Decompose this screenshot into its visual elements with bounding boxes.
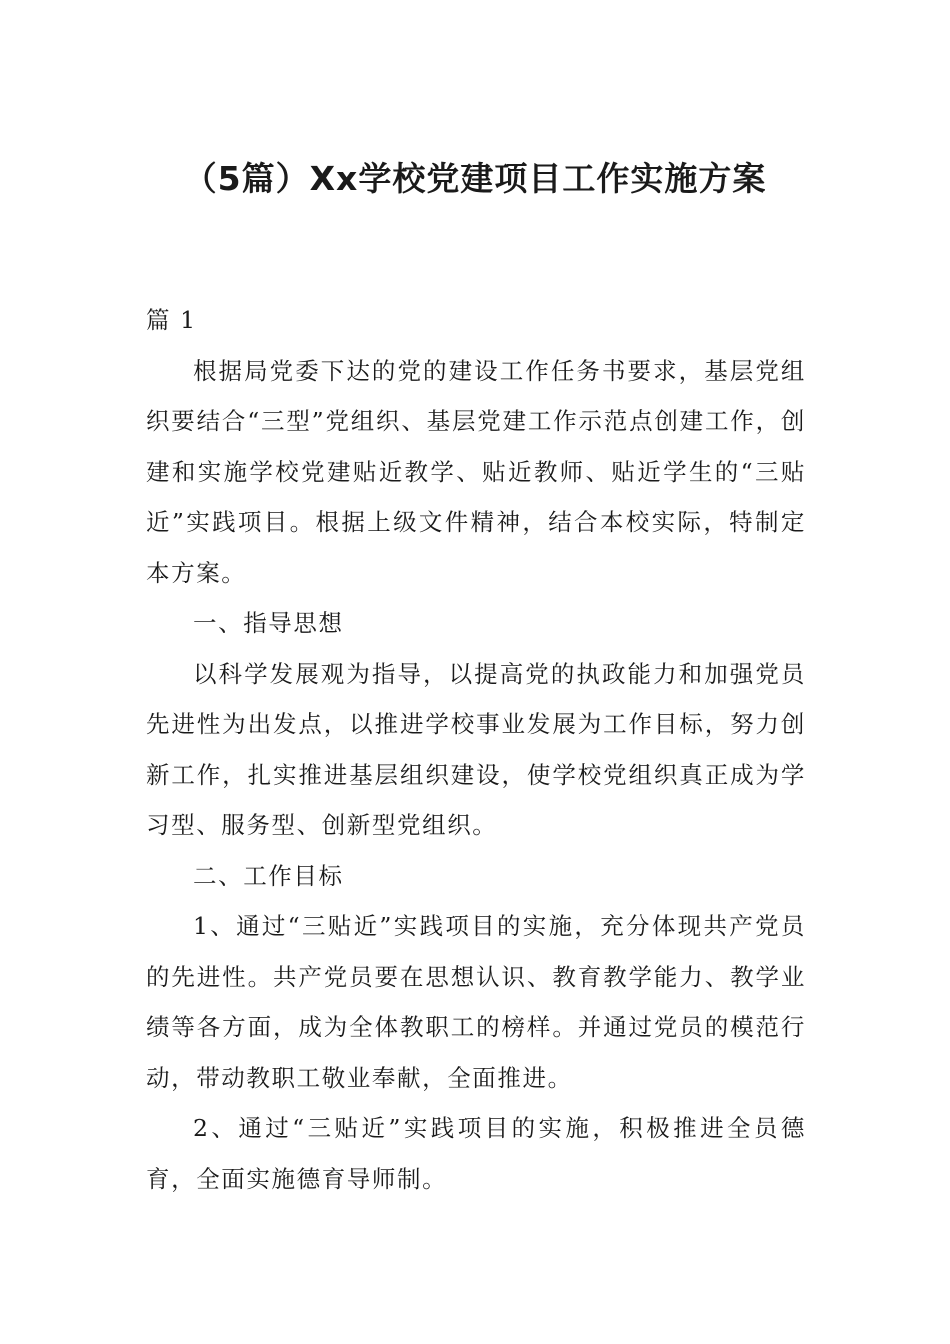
document-title: （5篇）Xx学校党建项目工作实施方案 [183,159,767,198]
section-label: 篇 1 [146,306,197,334]
paragraph-goal-1: 1、通过“三贴近”实践项目的实施，充分体现共产党员的先进性。共产党员要在思想认识、教育教学能力、教学业绩等各方面，成为全体教职工的榜样。并通过党员的模范行动，带动教职工敬业奉献，全面推进。 [146,912,806,1092]
heading-guiding-ideology: 一、指导思想 [193,609,344,637]
paragraph-goal-2: 2、通过“三贴近”实践项目的实施，积极推进全员德育，全面实施德育导师制。 [146,1114,806,1193]
document-body [146,295,806,1204]
heading-work-goals: 二、工作目标 [193,861,344,890]
paragraph-intro: 根据局党委下达的党的建设工作任务书要求，基层党组织要结合“三型”党组织、基层党建工作示范点创建工作，创建和实施学校党建贴近教学、贴近教师、贴近学生的“三贴近”实践项目。根据上级文件精神，结合本校实际，特制定本方案。 [146,356,806,587]
paragraph-guiding-ideology: 以科学发展观为指导，以提高党的执政能力和加强党员先进性为出发点，以推进学校事业发展为工作目标，努力创新工作，扎实推进基层组织建设，使学校党组织真正成为学习型、服务型、创新型党组织。 [146,659,806,839]
